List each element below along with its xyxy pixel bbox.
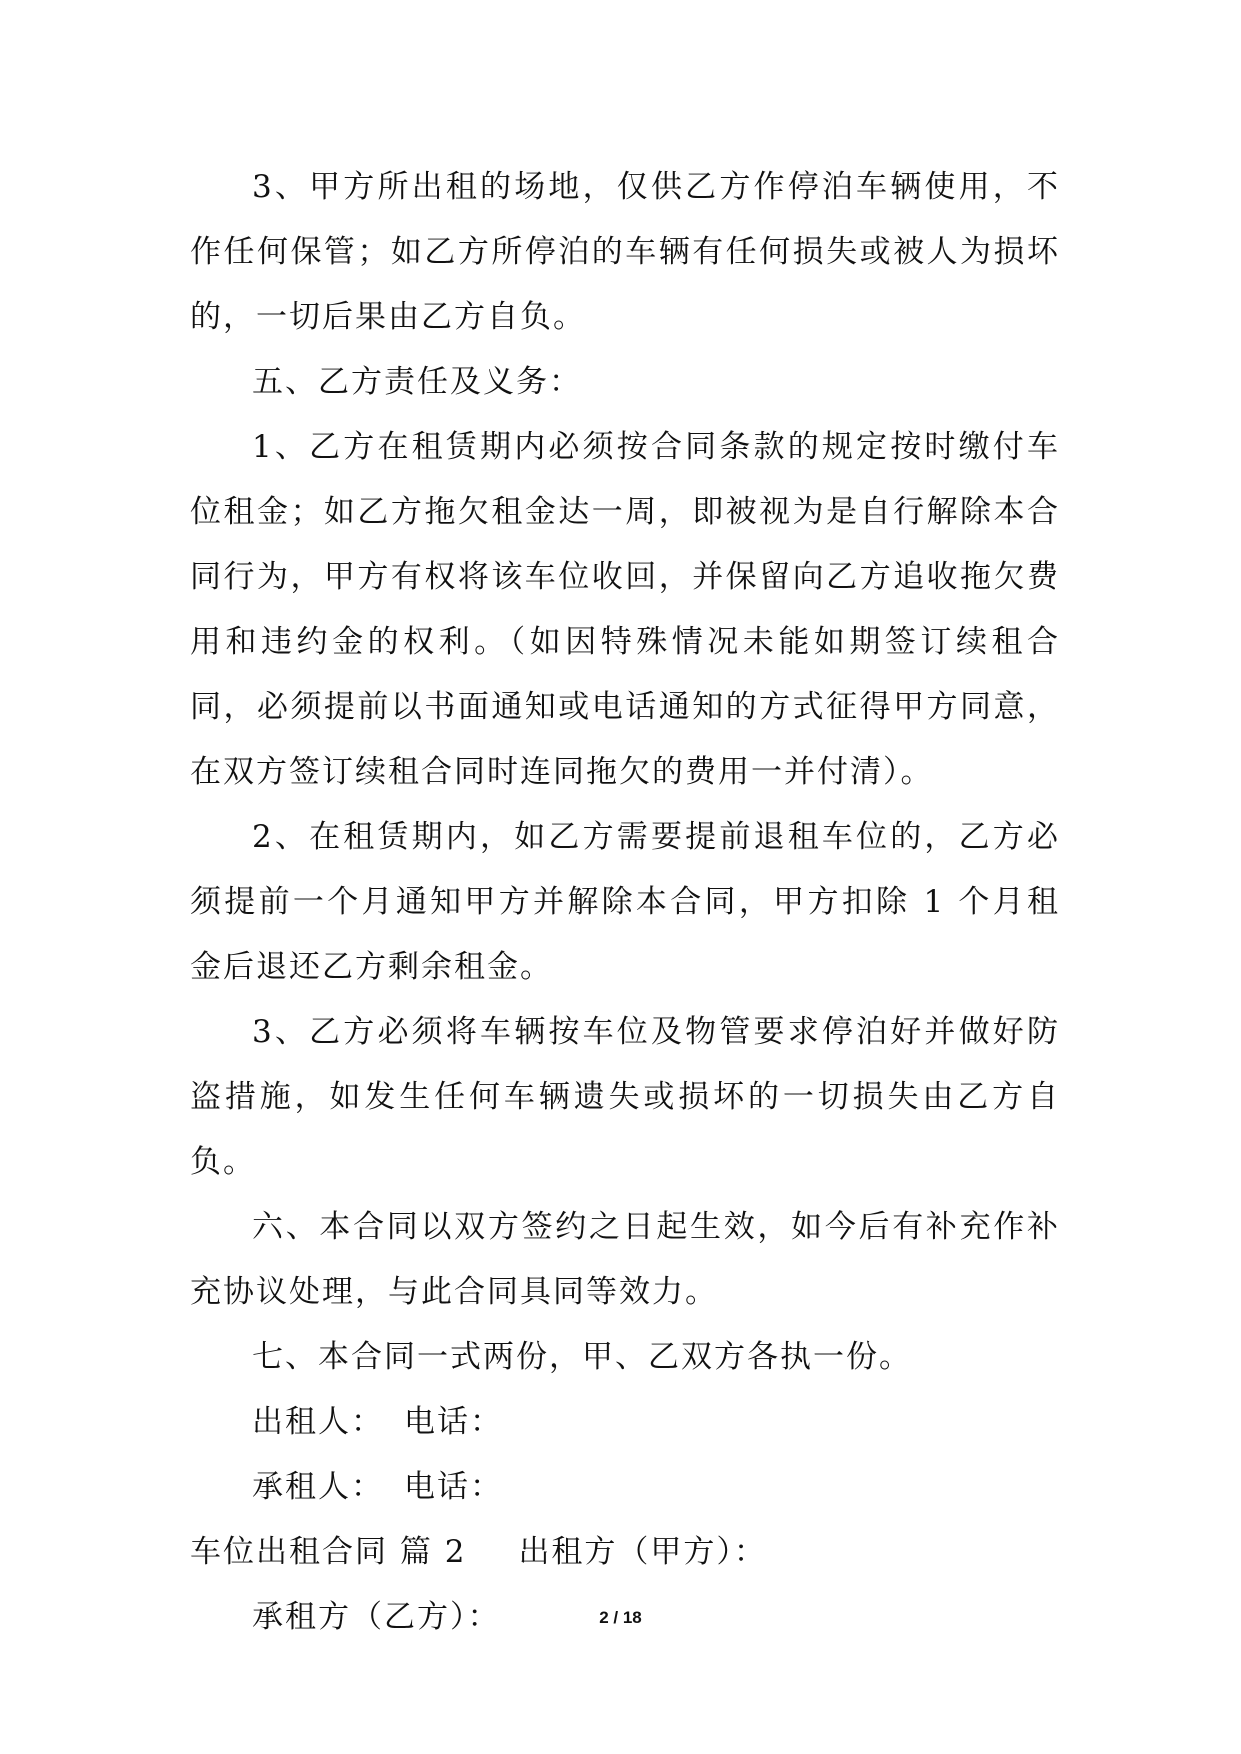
paragraph-clause-b1: 1、乙方在租赁期内必须按合同条款的规定按时缴付车位租金；如乙方拖欠租金达一周，即被视为是自行解除本合同行为，甲方有权将该车位收回，并保留向乙方追收拖欠费用和违约金的权利。（如因特殊情况未能如期签订续租合同，必须提前以书面通知或电话通知的方式征得甲方同意，在双方签订续租合同时连同拖欠的费用一并付清）。 — [190, 429, 1060, 790]
party-b-label: 承租方（乙方）： — [252, 1599, 501, 1635]
paragraph-clause-a3: 3、甲方所出租的场地，仅供乙方作停泊车辆使用，不作任何保管；如乙方所停泊的车辆有任何损失或被人为损坏的，一切后果由乙方自负。 — [190, 169, 1060, 335]
signature-lessor-line — [190, 1390, 1060, 1455]
lessor-label: 出租人： — [252, 1404, 384, 1440]
document-body — [190, 155, 1060, 1650]
paragraph-clause-b2: 2、在租赁期内，如乙方需要提前退租车位的，乙方必须提前一个月通知甲方并解除本合同，甲方扣除 1 个月租金后退还乙方剩余租金。 — [190, 819, 1060, 985]
paragraph-clause-b3: 3、乙方必须将车辆按车位及物管要求停泊好并做好防盗措施，如发生任何车辆遗失或损坏的一切损失由乙方自负。 — [190, 1014, 1060, 1180]
lessee-label: 承租人： — [252, 1469, 384, 1505]
page-number: 2 / 18 — [599, 1608, 642, 1627]
section-title-line — [190, 1520, 1060, 1585]
signature-lessee-line — [190, 1455, 1060, 1520]
heading-section-five: 五、乙方责任及义务： — [252, 364, 582, 400]
lessee-phone-label: 电话： — [404, 1469, 503, 1505]
paragraph-section-six: 六、本合同以双方签约之日起生效，如今后有补充作补充协议处理，与此合同具同等效力。 — [190, 1209, 1060, 1310]
paragraph-section-seven: 七、本合同一式两份，甲、乙双方各执一份。 — [252, 1339, 912, 1375]
lessor-phone-label: 电话： — [404, 1404, 503, 1440]
section-title: 车位出租合同 篇 2 — [190, 1534, 467, 1570]
party-a-label: 出租方（甲方）： — [518, 1534, 767, 1570]
